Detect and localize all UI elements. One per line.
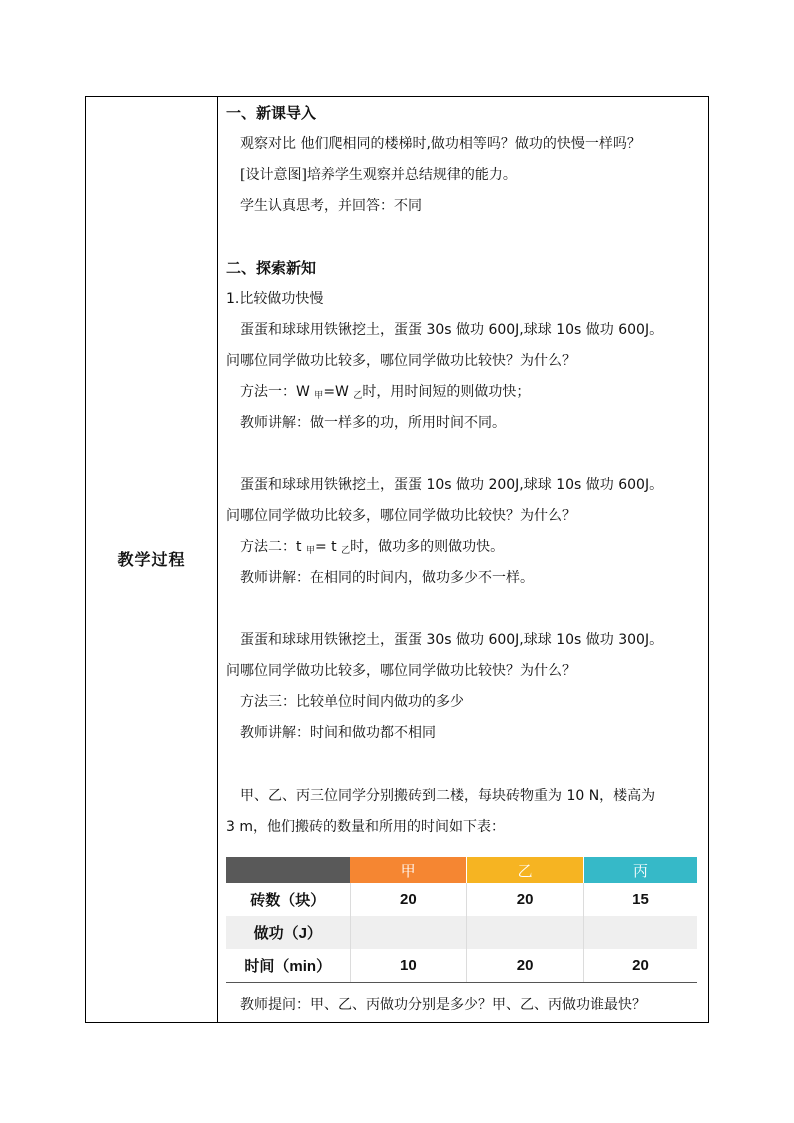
paragraph: 观察对比 他们爬相同的楼梯时,做功相等吗？做功的快慢一样吗？ — [240, 136, 641, 152]
paragraph: 问哪位同学做功比较多，哪位同学做功比较快？为什么？ — [226, 353, 576, 369]
method-text: 时，做功多的则做功快。 — [350, 539, 505, 555]
table-cell: 15 — [584, 883, 697, 916]
paragraph: 教师讲解：做一样多的功，所用时间不同。 — [240, 415, 506, 431]
table-row — [226, 916, 697, 949]
subscript: 乙 — [353, 391, 363, 401]
header-cell-bing: 丙 — [584, 857, 697, 883]
method-text: 方法一：W — [240, 384, 315, 400]
table-cell: 10 — [350, 949, 467, 983]
method-text: 方法二：t — [240, 539, 306, 555]
method-text: =W — [323, 384, 354, 400]
header-cell-jia: 甲 — [350, 857, 467, 883]
table-cell — [350, 916, 467, 949]
lesson-table — [85, 96, 709, 1023]
column-divider — [217, 97, 218, 1022]
method-line — [240, 537, 504, 561]
paragraph: 方法三：比较单位时间内做功的多少 — [240, 694, 464, 710]
paragraph: 蛋蛋和球球用铁锹挖土，蛋蛋 10s 做功 200J,球球 10s 做功 600J。 — [240, 477, 664, 493]
table-cell: 20 — [584, 949, 697, 983]
header-cell-blank — [226, 857, 350, 883]
paragraph: 问哪位同学做功比较多，哪位同学做功比较快？为什么？ — [226, 508, 576, 524]
table-cell: 20 — [467, 949, 584, 983]
paragraph: 3 m，他们搬砖的数量和所用的时间如下表： — [226, 819, 505, 835]
intro-heading: 一、新课导入 — [226, 104, 317, 122]
paragraph: 学生认真思考，并回答：不同 — [240, 198, 422, 214]
table-cell — [584, 916, 697, 949]
method-text: 时，用时间短的则做功快； — [362, 384, 531, 400]
explore-heading: 二、探索新知 — [226, 259, 317, 277]
table-header-row — [226, 857, 697, 883]
subscript: 甲 — [314, 391, 324, 401]
method-line — [240, 382, 530, 406]
paragraph: 问哪位同学做功比较多，哪位同学做功比较快？为什么？ — [226, 663, 576, 679]
row-label: 做功（J） — [226, 916, 350, 949]
paragraph: 教师讲解：时间和做功都不相同 — [240, 725, 436, 741]
paragraph: 教师讲解：在相同的时间内，做功多少不一样。 — [240, 570, 534, 586]
row-label: 时间（min） — [226, 949, 350, 983]
table-cell: 20 — [350, 883, 467, 916]
brick-table — [226, 857, 697, 983]
table-row — [226, 949, 697, 983]
table-cell: 20 — [467, 883, 584, 916]
subscript: 甲 — [305, 546, 315, 556]
side-label: 教学过程 — [117, 550, 186, 569]
method-text: = t — [314, 539, 342, 555]
subscript: 乙 — [341, 546, 351, 556]
header-cell-yi: 乙 — [467, 857, 584, 883]
table-row — [226, 883, 697, 916]
paragraph: 蛋蛋和球球用铁锹挖土，蛋蛋 30s 做功 600J,球球 10s 做功 300J。 — [240, 632, 664, 648]
subheading: 1.比较做功快慢 — [226, 291, 324, 307]
paragraph: [设计意图]培养学生观察并总结规律的能力。 — [240, 167, 517, 183]
table-cell — [467, 916, 584, 949]
paragraph: 蛋蛋和球球用铁锹挖土，蛋蛋 30s 做功 600J,球球 10s 做功 600J。 — [240, 322, 664, 338]
paragraph: 甲、乙、丙三位同学分别搬砖到二楼，每块砖物重为 10 N，楼高为 — [240, 788, 656, 804]
row-label: 砖数（块） — [250, 892, 326, 909]
paragraph: 教师提问：甲、乙、丙做功分别是多少？甲、乙、丙做功谁最快？ — [240, 997, 646, 1013]
